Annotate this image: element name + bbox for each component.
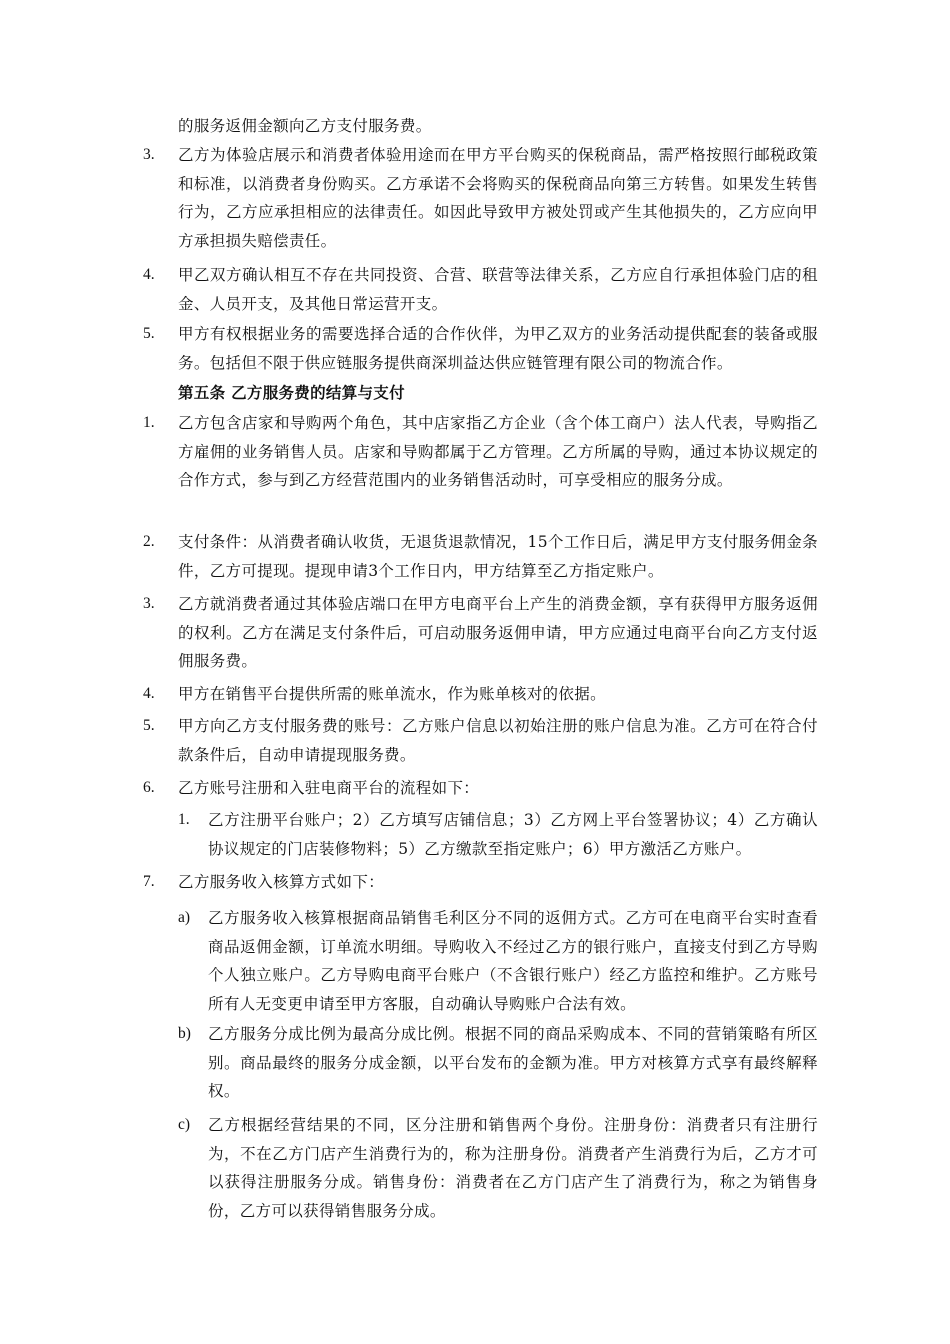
list-item-text: 乙方包含店家和导购两个角色，其中店家指乙方企业（含个体工商户）法人代表，导购指乙方雇佣的业务销售人员。店家和导购都属于乙方管理。乙方所属的导购，通过本协议规定的合作方式，参与到乙方经营范围内的业务销售活动时，可享受相应的服务分成。 xyxy=(178,414,818,489)
section-title: 第五条 乙方服务费的结算与支付 xyxy=(178,383,405,402)
list-item-text: 甲方向乙方支付服务费的账号：乙方账户信息以初始注册的账户信息为准。乙方可在符合付款条件后，自动申请提现服务费。 xyxy=(178,717,818,764)
sub-item-number: b) xyxy=(178,1025,191,1042)
item-number: 4. xyxy=(143,266,155,283)
list-item-text: 乙方账号注册和入驻电商平台的流程如下： xyxy=(178,779,480,797)
sub-item-number: a) xyxy=(178,909,191,926)
item-number: 3. xyxy=(143,595,155,612)
item-number: 1. xyxy=(143,414,155,431)
sub-item-text: 乙方服务收入核算根据商品销售毛利区分不同的返佣方式。乙方可在电商平台实时查看商品返佣金额，订单流水明细。导购收入不经过乙方的银行账户，直接支付到乙方导购个人独立账户。乙方导购电商平台账户（不含银行账户）经乙方监控和维护。乙方账号所有人无变更申请至甲方客服，自动确认导购账户合法有效。 xyxy=(208,909,818,1013)
sub-item-number: c) xyxy=(178,1116,191,1133)
list-item-text: 乙方为体验店展示和消费者体验用途而在甲方平台购买的保税商品，需严格按照行邮税政策和标准，以消费者身份购买。乙方承诺不会将购买的保税商品向第三方转售。如果发生转售行为，乙方应承担相应的法律责任。如因此导致甲方被处罚或产生其他损失的，乙方应向甲方承担损失赔偿责任。 xyxy=(178,146,818,250)
sub-item-text: 乙方注册平台账户；2）乙方填写店铺信息；3）乙方网上平台签署协议；4）乙方确认协议规定的门店装修物料；5）乙方缴款至指定账户；6）甲方激活乙方账户。 xyxy=(208,811,818,858)
list-item-text: 乙方服务收入核算方式如下： xyxy=(178,873,385,891)
sub-item-number: 1. xyxy=(178,811,190,828)
list-item-text: 支付条件：从消费者确认收货，无退货退款情况，15个工作日后，满足甲方支付服务佣金条件，乙方可提现。提现申请3个工作日内，甲方结算至乙方指定账户。 xyxy=(178,533,818,580)
sub-item-text: 乙方服务分成比例为最高分成比例。根据不同的商品采购成本、不同的营销策略有所区别。商品最终的服务分成金额，以平台发布的金额为准。甲方对核算方式享有最终解释权。 xyxy=(208,1025,818,1100)
list-item-text: 甲方在销售平台提供所需的账单流水，作为账单核对的依据。 xyxy=(178,685,606,703)
list-item-text: 甲乙双方确认相互不存在共同投资、合营、联营等法律关系，乙方应自行承担体验门店的租金、人员开支，及其他日常运营开支。 xyxy=(178,266,818,313)
list-item-text: 乙方就消费者通过其体验店端口在甲方电商平台上产生的消费金额，享有获得甲方服务返佣的权利。乙方在满足支付条件后，可启动服务返佣申请，甲方应通过电商平台向乙方支付返佣服务费。 xyxy=(178,595,818,670)
item-number: 3. xyxy=(143,146,155,163)
item-number: 4. xyxy=(143,685,155,702)
list-item-text: 甲方有权根据业务的需要选择合适的合作伙伴，为甲乙双方的业务活动提供配套的装备或服务。包括但不限于供应链服务提供商深圳益达供应链管理有限公司的物流合作。 xyxy=(178,325,818,372)
item-number: 2. xyxy=(143,533,155,550)
item-number: 5. xyxy=(143,717,155,734)
sub-item-text: 乙方根据经营结果的不同，区分注册和销售两个身份。注册身份：消费者只有注册行为，不在乙方门店产生消费行为的，称为注册身份。消费者产生消费行为后，乙方才可以获得注册服务分成。销售身份：消费者在乙方门店产生了消费行为，称之为销售身份，乙方可以获得销售服务分成。 xyxy=(208,1116,818,1220)
continuation-text: 的服务返佣金额向乙方支付服务费。 xyxy=(178,117,432,135)
item-number: 6. xyxy=(143,779,155,796)
item-number: 7. xyxy=(143,873,155,890)
item-number: 5. xyxy=(143,325,155,342)
